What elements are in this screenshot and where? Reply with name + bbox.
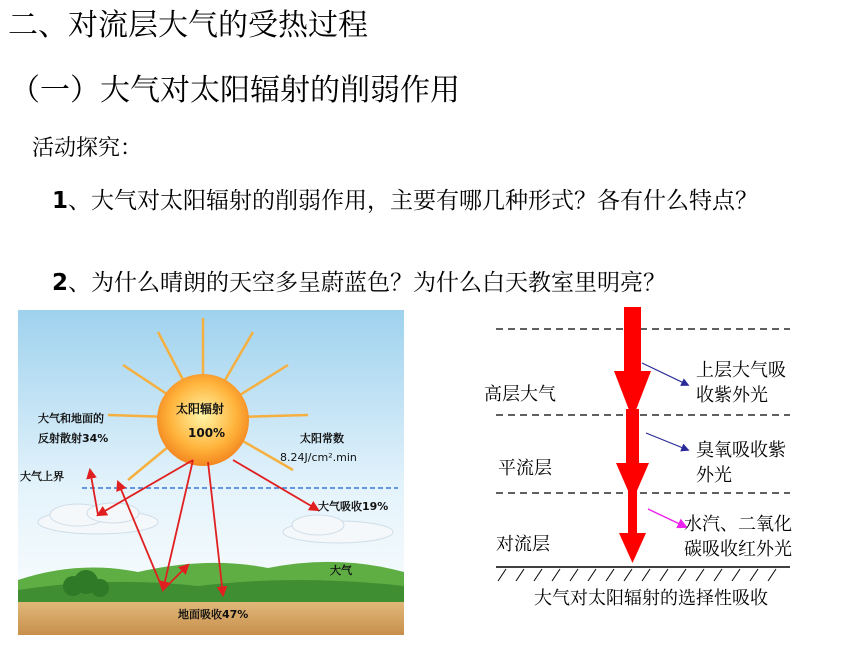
reflect-label-1: 大气和地面的 <box>38 412 104 425</box>
question-2-text: 、为什么晴朗的天空多呈蔚蓝色？为什么白天教室里明亮？ <box>68 270 667 296</box>
absorb-pointer <box>648 509 686 527</box>
solar-constant-label: 太阳常数 <box>300 432 344 445</box>
question-1 <box>52 184 847 218</box>
stratosphere-label: 平流层 <box>498 458 552 479</box>
upper-atmosphere-label: 高层大气 <box>484 384 556 405</box>
sun-value: 100% <box>188 426 226 440</box>
sun-icon <box>157 374 249 466</box>
page-title: 二、对流层大气的受热过程 <box>8 8 368 43</box>
solar-radiation-illustration <box>18 310 404 635</box>
selective-absorption-diagram <box>478 305 838 635</box>
solar-radiation-arrow <box>614 307 651 563</box>
atmosphere-top-label: 大气上界 <box>20 470 64 483</box>
ground-hatching <box>498 569 776 581</box>
note-water-1: 水汽、二氧化 <box>684 514 792 535</box>
question-1-number: 1 <box>52 188 69 214</box>
section-subtitle: （一）大气对太阳辐射的削弱作用 <box>10 73 460 108</box>
diagram-caption: 大气对太阳辐射的选择性吸收 <box>534 588 768 609</box>
question-1-text: 、大气对太阳辐射的削弱作用，主要有哪几种形式？各有什么特点？ <box>68 188 759 214</box>
activity-label: 活动探究： <box>32 136 143 161</box>
atmosphere-label: 大气 <box>330 564 352 577</box>
question-2 <box>52 266 852 300</box>
reflect-label-2: 反射散射34% <box>38 432 109 445</box>
note-upper-2: 收紫外光 <box>696 385 768 406</box>
solar-constant-value: 8.24J/cm².min <box>280 451 357 464</box>
absorb-pointer <box>646 433 688 450</box>
note-ozone-1: 臭氧吸收紫 <box>696 440 786 461</box>
question-2-number: 2 <box>52 270 69 296</box>
troposphere-label: 对流层 <box>496 534 550 555</box>
ground-absorb-label: 地面吸收47% <box>178 608 249 621</box>
note-upper-1: 上层大气吸 <box>696 360 786 381</box>
sun-title: 太阳辐射 <box>176 402 225 416</box>
note-water-2: 碳吸收红外光 <box>684 539 792 560</box>
note-ozone-2: 外光 <box>696 465 732 486</box>
solar-radiation-diagram <box>18 310 404 635</box>
atmosphere-absorb-label: 大气吸收19% <box>318 500 389 513</box>
